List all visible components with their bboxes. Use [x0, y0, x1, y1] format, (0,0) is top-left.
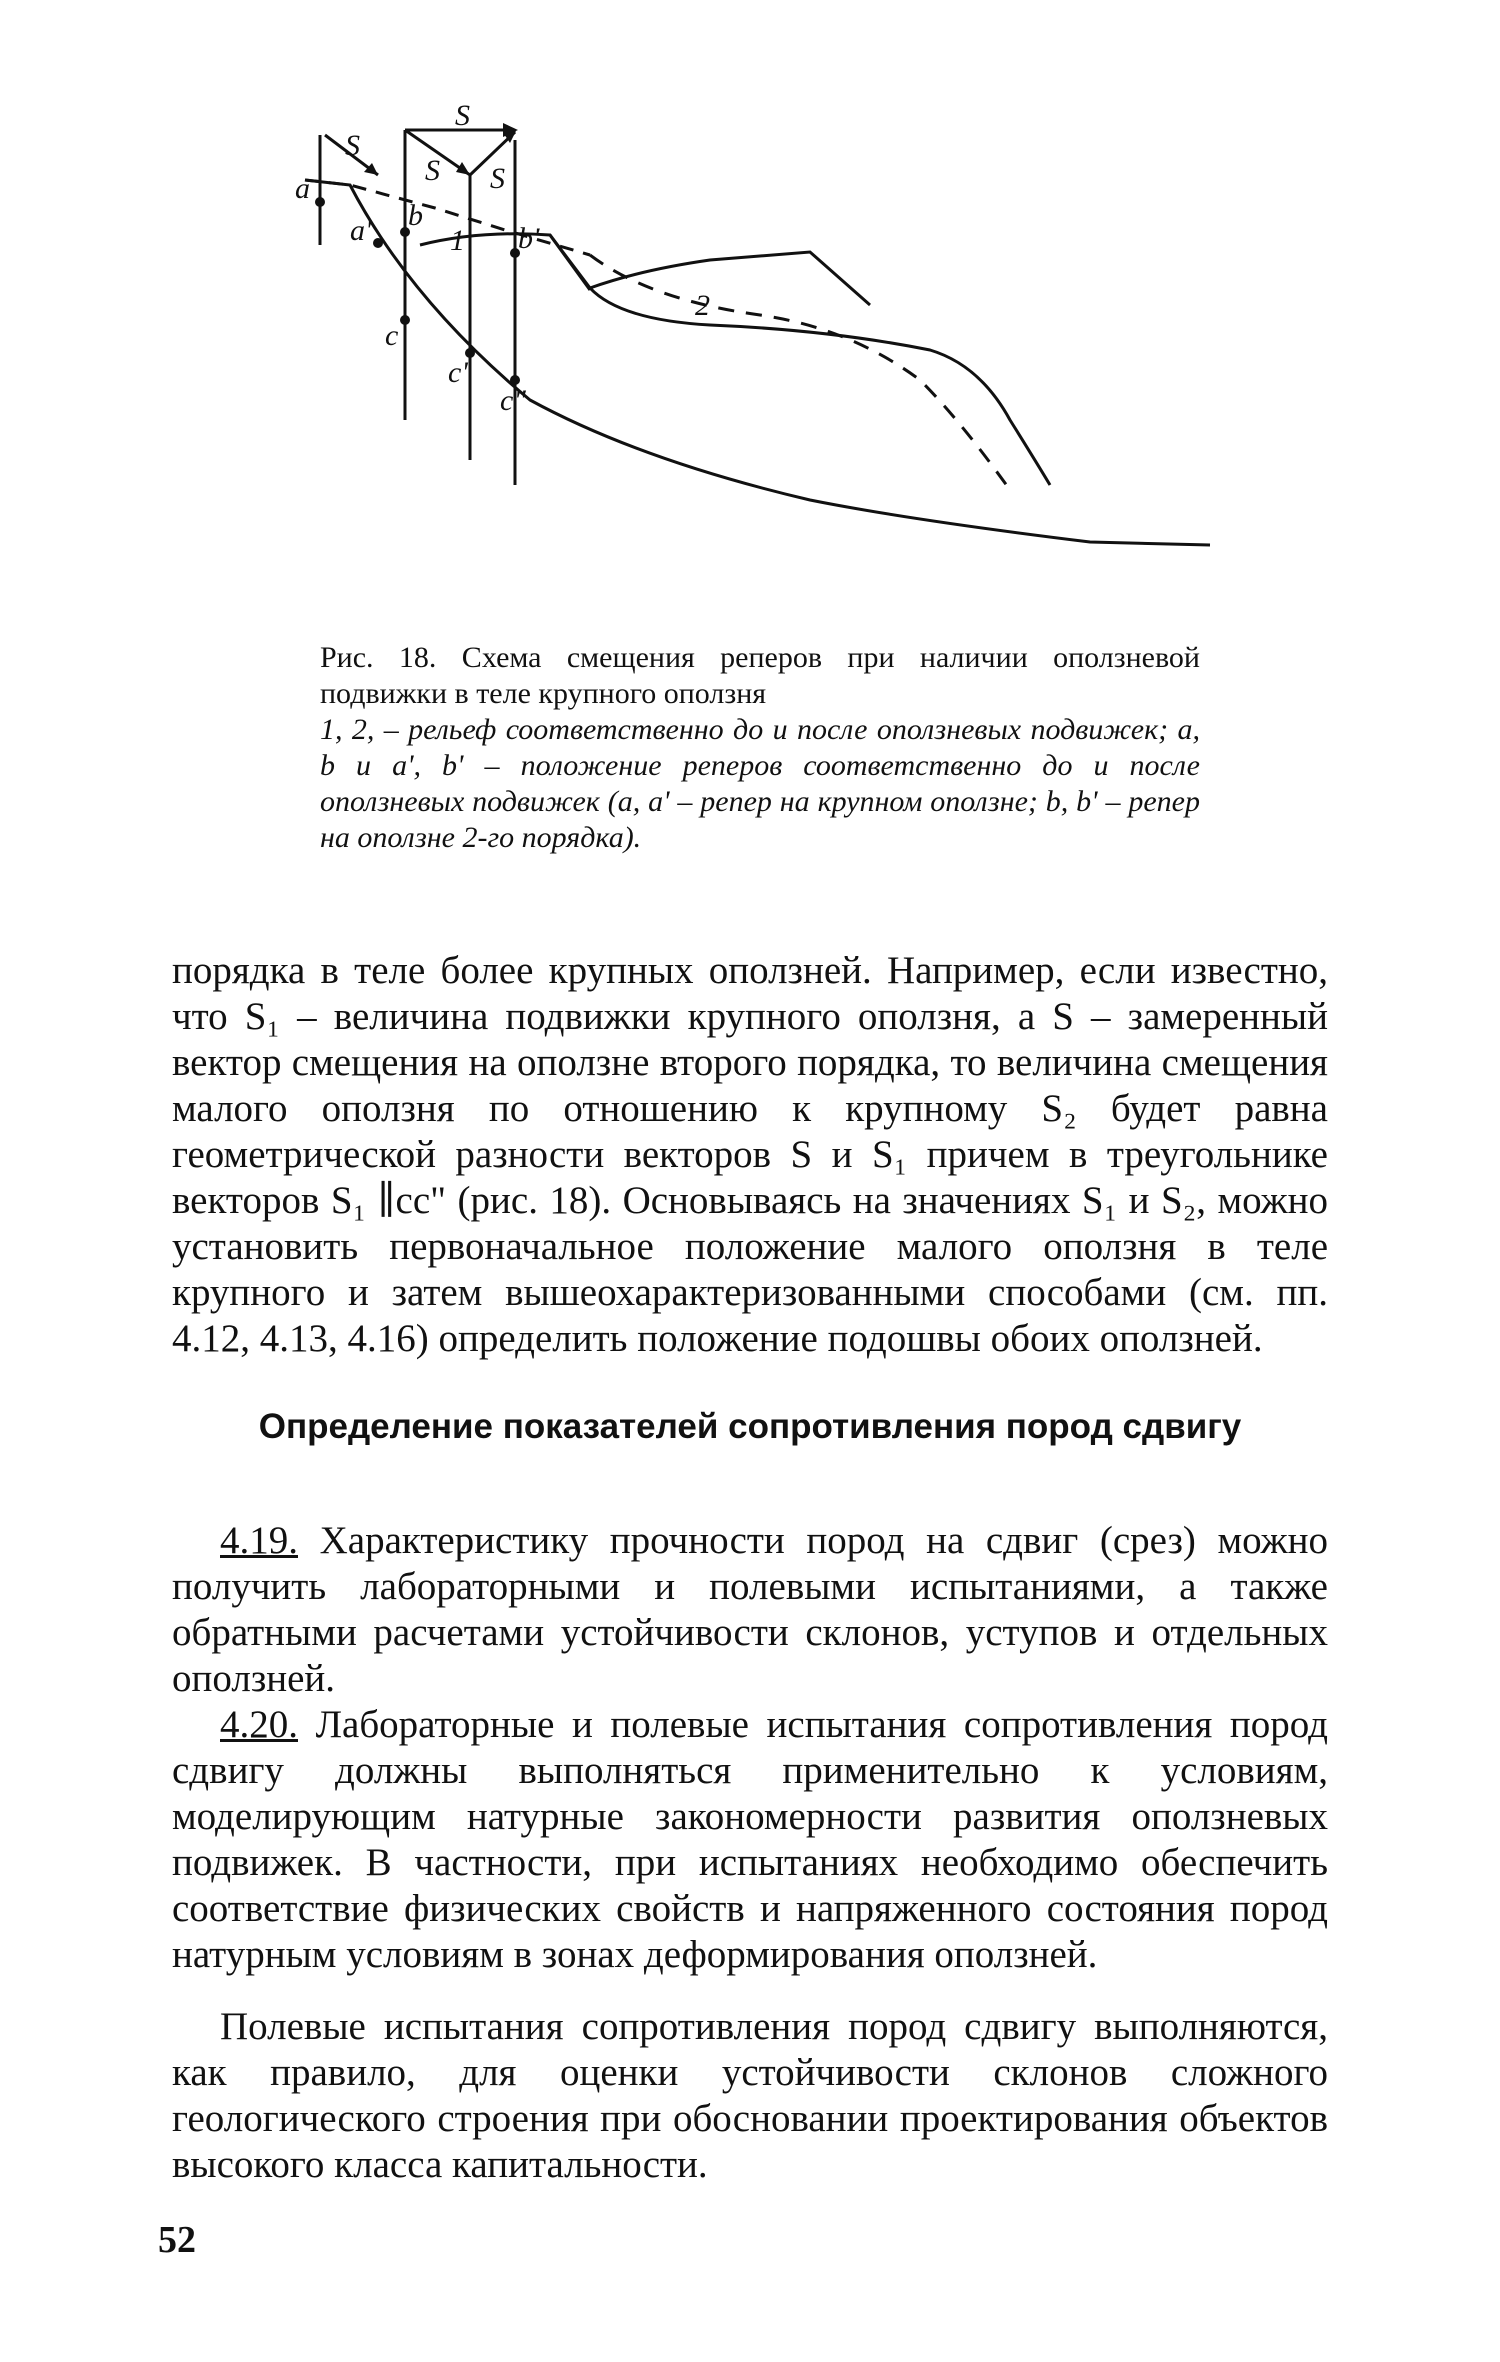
landslide-left — [550, 235, 590, 290]
label-a-prime: a' — [350, 214, 372, 247]
item-text: Характеристику прочности пород на сдвиг (срез) можно получить лабораторными и полевыми испытаниями, а также обратными расчетами устойчивости склонов, уступов и отдельных оползней. — [172, 1519, 1328, 1700]
landslide-surface — [590, 252, 870, 305]
caption-legend: 1, 2, – рельеф соответственно до и после оползневых подвижек; a, b и a', b' – положение реперов соответственно до и после оползневых подвижек (a, a' – репер на крупном оползне; b, b' – репер на оползне 2-го порядка). — [320, 713, 1200, 854]
label-b: b — [408, 199, 423, 232]
relief-before-line — [305, 180, 590, 255]
label-curve-2: 2 — [695, 289, 710, 322]
label-b-prime: b' — [518, 222, 540, 255]
item-4-19 — [172, 1518, 1328, 1702]
arrowhead-s1-right — [456, 162, 470, 175]
label-curve-1: 1 — [450, 224, 465, 257]
point-c — [400, 315, 410, 325]
label-a: a — [295, 172, 310, 205]
figure-caption — [320, 640, 1200, 856]
item-text: Лабораторные и полевые испытания сопротивления пород сдвигу должны выполняться применительно к условиям, моделирующим натурные закономерности развития оползневых подвижек. В частности, при испытаниях необходимо обеспечить соответствие физических свойств и напряженного состояния пород натурным условиям в зонах деформирования оползней. — [172, 1703, 1328, 1976]
point-a-prime — [373, 238, 383, 248]
page-number: 52 — [158, 2219, 196, 2261]
label-s: S — [455, 99, 470, 132]
paragraph-continuation: порядка в теле более крупных оползней. Например, если известно, что S₁ – величина подвижки крупного оползня, а S – замеренный вектор смещения на оползне второго порядка, то величина смещения малого оползня по отношению к крупному S₂ будет равна геометрической разности векторов S и S₁ причем в треугольнике векторов S₁ ∥cc" (рис. 18). Основываясь на значениях S₁ и S₂, можно установить первоначальное положение малого оползня в теле крупного и затем вышеохарактеризованными способами (см. пп. 4.12, 4.13, 4.16) определить положение подошвы обоих оползней. — [172, 949, 1328, 1360]
landslide-displacement-diagram — [290, 99, 1230, 630]
label-c-prime: c' — [448, 356, 468, 389]
item-number: 4.19. — [220, 1519, 298, 1562]
label-c: c — [385, 319, 399, 352]
label-s1-right: S — [425, 154, 440, 187]
label-s1-left: S — [345, 129, 360, 162]
item-number: 4.20. — [220, 1703, 298, 1746]
label-c-dprime: c" — [500, 384, 526, 417]
caption-title: Рис. 18. Схема смещения реперов при наличии оползневой подвижки в теле крупного оползня — [320, 641, 1200, 710]
paragraph-final: Полевые испытания сопротивления пород сдвигу выполняются, как правило, для оценки устойчивости склонов сложного геологического строения при обосновании проектирования объектов высокого класса капитальности. — [172, 2005, 1328, 2186]
item-4-20 — [172, 1702, 1328, 1978]
slope-upper — [305, 180, 1210, 545]
label-s2: S — [490, 162, 505, 195]
section-heading: Определение показателей сопротивления пород сдвигу — [258, 1407, 1242, 1446]
point-a — [315, 197, 325, 207]
